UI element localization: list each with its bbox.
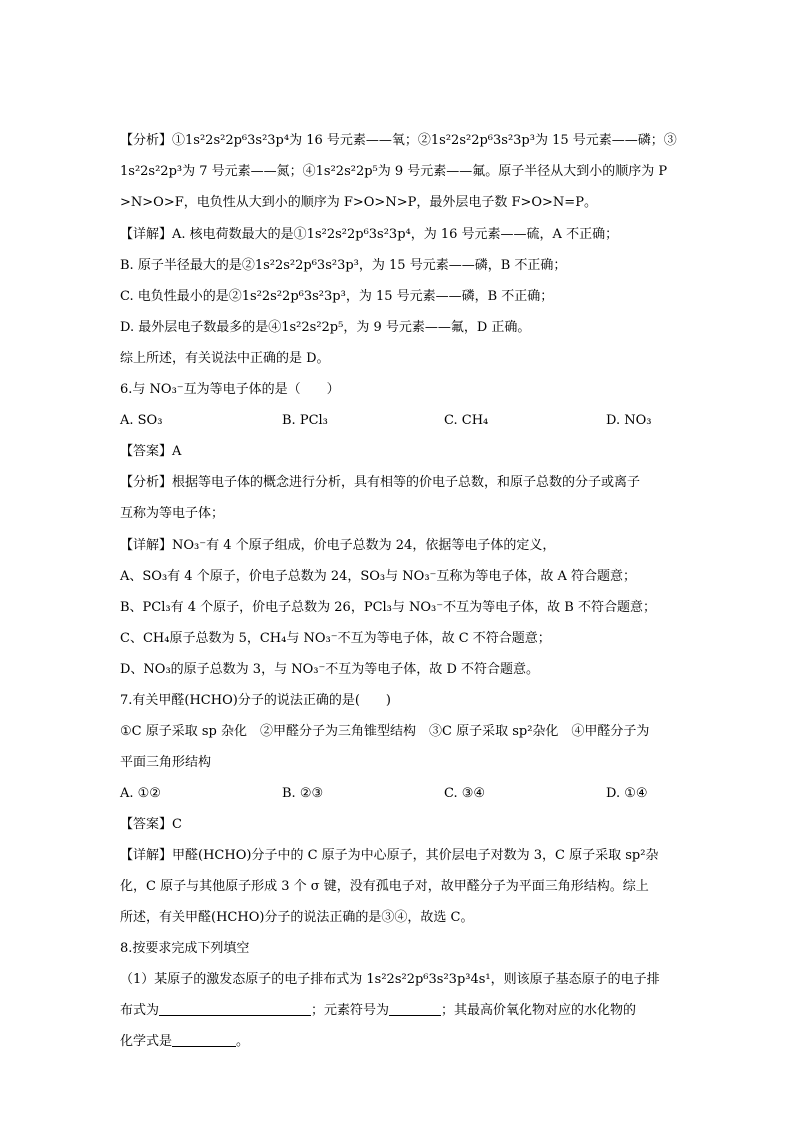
q5-analysis-line-2: 1s²2s²2p³为 7 号元素——氮；④1s²2s²2p⁵为 9 号元素——氟。原子半径从大到小的顺序为 P xyxy=(120,164,668,179)
q5-analysis-line-1: 【分析】①1s²2s²2p⁶3s²3p⁴为 16 号元素——氧；②1s²2s²2p⁶3s²3p³为 15 号元素——磷；③ xyxy=(120,133,677,148)
q5-detail-d: D. 最外层电子数最多的是④1s²2s²2p⁵，为 9 号元素——氟，D 正确。 xyxy=(120,320,531,335)
q7-detail-line-2: 化，C 原子与其他原子形成 3 个 σ 键，没有孤电子对，故甲醛分子为平面三角形结构。综上 xyxy=(120,879,649,894)
q6-detail-line-1: 【详解】NO₃⁻有 4 个原子组成，价电子总数为 24，依据等电子体的定义， xyxy=(120,538,556,553)
q8-part1-line-3: 化学式是 。 xyxy=(120,1034,250,1049)
detail-label: 【详解】 xyxy=(120,227,173,242)
detail-label: 【详解】 xyxy=(120,538,173,553)
q5-summary: 综上所述，有关说法中正确的是 D。 xyxy=(120,351,330,366)
answer-value: A xyxy=(172,444,182,459)
q6-detail-a: A、SO₃有 4 个原子，价电子总数为 24，SO₃与 NO₃⁻互称为等电子体，故 A 符合题意； xyxy=(120,569,637,584)
q7-stem: 7.有关甲醛(HCHO)分子的说法正确的是( ) xyxy=(120,693,391,708)
q7-statements-line-2: 平面三角形结构 xyxy=(120,755,212,770)
analysis-label: 【分析】 xyxy=(120,475,173,490)
q6-option-a: A. SO₃ xyxy=(120,413,163,428)
answer-label: 【答案】 xyxy=(120,444,173,459)
answer-value: C xyxy=(172,817,182,832)
q5-analysis-line-3: >N>O>F，电负性从大到小的顺序为 F>O>N>P，最外层电子数 F>O>N=P。 xyxy=(120,195,597,210)
q8-part1-line-2: 布式为 ；元素符号为 ；其最高价氧化物对应的水化物的 xyxy=(120,1003,637,1018)
fill-blank-electron-config[interactable] xyxy=(159,1001,311,1016)
analysis-label: 【分析】 xyxy=(120,133,173,148)
q7-detail-line-3: 所述，有关甲醛(HCHO)分子的说法正确的是③④，故选 C。 xyxy=(120,910,474,925)
q5-detail-a: 【详解】A. 核电荷数最大的是①1s²2s²2p⁶3s²3p⁴，为 16 号元素——硫，A 不正确； xyxy=(120,227,619,242)
fill-blank-element-symbol[interactable] xyxy=(389,1001,441,1016)
q7-option-d: D. ①④ xyxy=(606,786,648,801)
q7-answer xyxy=(120,815,182,835)
q7-option-a: A. ①② xyxy=(120,786,161,801)
q6-answer xyxy=(120,442,181,462)
q8-stem: 8.按要求完成下列填空 xyxy=(120,941,250,956)
q6-analysis-line-2: 互称为等电子体； xyxy=(120,506,225,521)
q6-detail-d: D、NO₃的原子总数为 3，与 NO₃⁻不互为等电子体，故 D 不符合题意。 xyxy=(120,662,539,677)
q7-option-b: B. ②③ xyxy=(282,786,324,801)
q5-detail-c: C. 电负性最小的是②1s²2s²2p⁶3s²3p³，为 15 号元素——磷，B 不正确； xyxy=(120,289,554,304)
q6-detail-c: C、CH₄原子总数为 5，CH₄与 NO₃⁻不互为等电子体，故 C 不符合题意； xyxy=(120,631,551,646)
answer-label: 【答案】 xyxy=(120,817,173,832)
q6-option-c: C. CH₄ xyxy=(444,413,489,428)
q6-option-b: B. PCl₃ xyxy=(282,413,328,428)
q6-analysis-line-1: 【分析】根据等电子体的概念进行分析，具有相等的价电子总数，和原子总数的分子或离子 xyxy=(120,475,641,490)
q7-statements-line-1: ①C 原子采取 sp 杂化 ②甲醛分子为三角锥型结构 ③C 原子采取 sp²杂化 ④甲醛分子为 xyxy=(120,724,650,739)
fill-blank-hydroxide-formula[interactable] xyxy=(172,1032,236,1047)
q6-stem: 6.与 NO₃⁻互为等电子体的是（ ） xyxy=(120,382,340,397)
q8-part1-line-1: （1）某原子的激发态原子的电子排布式为 1s²2s²2p⁶3s²3p³4s¹，则该原子基态原子的电子排 xyxy=(120,972,660,987)
q5-detail-b: B. 原子半径最大的是②1s²2s²2p⁶3s²3p³，为 15 号元素——磷，B 不正确； xyxy=(120,258,567,273)
q7-option-c: C. ③④ xyxy=(444,786,486,801)
q7-detail-line-1: 【详解】甲醛(HCHO)分子中的 C 原子为中心原子，其价层电子对数为 3，C 原子采取 sp²杂 xyxy=(120,848,659,863)
q6-option-d: D. NO₃ xyxy=(606,413,652,428)
detail-label: 【详解】 xyxy=(120,848,173,863)
q6-detail-b: B、PCl₃有 4 个原子，价电子总数为 26，PCl₃与 NO₃⁻不互为等电子体，故 B 不符合题意； xyxy=(120,600,656,615)
